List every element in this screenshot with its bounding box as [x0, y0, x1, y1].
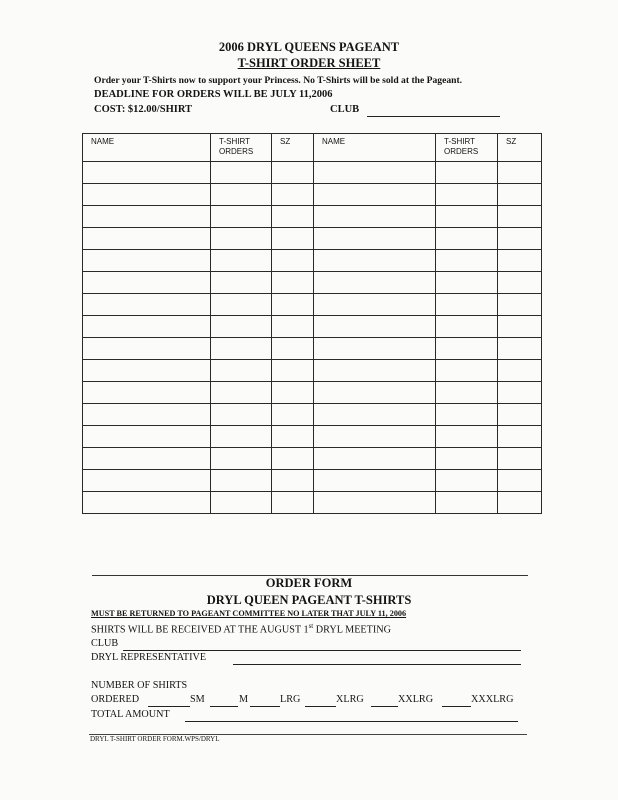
tshirt-orders-cell[interactable] — [436, 382, 498, 404]
size-cell[interactable] — [498, 404, 542, 426]
tshirt-orders-cell[interactable] — [436, 250, 498, 272]
tshirt-orders-cell[interactable] — [436, 448, 498, 470]
name-cell[interactable] — [83, 404, 211, 426]
name-cell[interactable] — [314, 382, 436, 404]
tshirt-orders-cell[interactable] — [436, 316, 498, 338]
table-row — [83, 228, 542, 250]
table-row — [83, 272, 542, 294]
size-label-lrg: LRG — [280, 694, 301, 705]
name-cell[interactable] — [314, 162, 436, 184]
column-header-name: NAME — [314, 134, 436, 162]
name-cell[interactable] — [314, 492, 436, 514]
name-cell[interactable] — [83, 492, 211, 514]
name-cell[interactable] — [83, 426, 211, 448]
tshirt-orders-cell[interactable] — [436, 294, 498, 316]
name-cell[interactable] — [314, 470, 436, 492]
name-cell[interactable] — [314, 272, 436, 294]
size-cell[interactable] — [498, 316, 542, 338]
column-header-name: NAME — [83, 134, 211, 162]
table-row — [83, 492, 542, 514]
size-cell[interactable] — [272, 470, 314, 492]
table-row — [83, 338, 542, 360]
lrg-quantity-field[interactable] — [250, 706, 280, 707]
tshirt-orders-cell[interactable] — [211, 338, 272, 360]
name-cell[interactable] — [314, 338, 436, 360]
tshirt-orders-cell[interactable] — [211, 404, 272, 426]
tshirt-orders-cell[interactable] — [211, 162, 272, 184]
tshirt-orders-cell[interactable] — [211, 382, 272, 404]
order-table — [82, 133, 542, 514]
page-subtitle: T-SHIRT ORDER SHEET — [237, 56, 381, 70]
size-cell[interactable] — [272, 316, 314, 338]
received-notice: SHIRTS WILL BE RECEIVED AT THE AUGUST 1st DRYL MEETING — [91, 622, 391, 636]
tshirt-orders-cell[interactable] — [211, 272, 272, 294]
tshirt-orders-cell[interactable] — [211, 316, 272, 338]
tshirt-orders-cell[interactable] — [436, 228, 498, 250]
size-cell[interactable] — [498, 338, 542, 360]
tshirt-orders-cell[interactable] — [436, 162, 498, 184]
tshirt-orders-cell[interactable] — [436, 360, 498, 382]
name-cell[interactable] — [83, 470, 211, 492]
xxlrg-quantity-field[interactable] — [371, 706, 398, 707]
deadline-text: DEADLINE FOR ORDERS WILL BE JULY 11,2006 — [94, 89, 333, 100]
total-amount-field[interactable] — [185, 721, 518, 722]
table-row — [83, 184, 542, 206]
order-form-subtitle: DRYL QUEEN PAGEANT T-SHIRTS — [206, 593, 412, 607]
name-cell[interactable] — [314, 404, 436, 426]
name-cell[interactable] — [83, 184, 211, 206]
size-cell[interactable] — [272, 448, 314, 470]
size-cell[interactable] — [272, 338, 314, 360]
size-cell[interactable] — [498, 206, 542, 228]
tshirt-orders-cell[interactable] — [211, 206, 272, 228]
club-label: CLUB — [330, 104, 360, 115]
name-cell[interactable] — [83, 360, 211, 382]
name-cell[interactable] — [314, 360, 436, 382]
name-cell[interactable] — [83, 162, 211, 184]
size-cell[interactable] — [498, 382, 542, 404]
name-cell[interactable] — [314, 294, 436, 316]
size-cell[interactable] — [272, 162, 314, 184]
xxxlrg-quantity-field[interactable] — [442, 706, 471, 707]
name-cell[interactable] — [83, 228, 211, 250]
ordered-label: ORDERED — [91, 694, 140, 705]
size-cell[interactable] — [272, 184, 314, 206]
tshirt-orders-cell[interactable] — [436, 272, 498, 294]
tshirt-orders-cell[interactable] — [211, 250, 272, 272]
size-cell[interactable] — [498, 426, 542, 448]
size-cell[interactable] — [272, 382, 314, 404]
tshirt-orders-cell[interactable] — [436, 492, 498, 514]
table-header-row — [83, 134, 542, 162]
table-row — [83, 360, 542, 382]
tshirt-orders-cell[interactable] — [436, 470, 498, 492]
representative-field[interactable] — [233, 664, 521, 665]
size-cell[interactable] — [498, 184, 542, 206]
size-label-xxxlrg: XXXLRG — [471, 694, 514, 705]
size-cell[interactable] — [272, 360, 314, 382]
table-row — [83, 316, 542, 338]
tshirt-orders-cell[interactable] — [436, 338, 498, 360]
table-row — [83, 382, 542, 404]
size-label-xlrg: XLRG — [336, 694, 364, 705]
tshirt-orders-cell[interactable] — [436, 206, 498, 228]
club-field[interactable] — [367, 116, 500, 117]
size-cell[interactable] — [498, 360, 542, 382]
column-header-tshirt-orders: T-SHIRT ORDERS — [211, 134, 272, 162]
table-row — [83, 426, 542, 448]
size-cell[interactable] — [272, 272, 314, 294]
sm-quantity-field[interactable] — [148, 706, 190, 707]
tshirt-orders-cell[interactable] — [211, 426, 272, 448]
size-cell[interactable] — [272, 250, 314, 272]
size-cell[interactable] — [272, 294, 314, 316]
size-cell[interactable] — [498, 294, 542, 316]
name-cell[interactable] — [83, 250, 211, 272]
size-cell[interactable] — [272, 206, 314, 228]
tshirt-orders-cell[interactable] — [436, 404, 498, 426]
m-quantity-field[interactable] — [210, 706, 238, 707]
name-cell[interactable] — [83, 206, 211, 228]
club-field-label: CLUB — [91, 638, 119, 649]
table-row — [83, 470, 542, 492]
table-row — [83, 162, 542, 184]
size-label-xxlrg: XXLRG — [398, 694, 434, 705]
order-form-title: ORDER FORM — [265, 576, 353, 590]
tshirt-orders-cell[interactable] — [211, 294, 272, 316]
table-row — [83, 294, 542, 316]
name-cell[interactable] — [83, 294, 211, 316]
tshirt-orders-cell[interactable] — [211, 184, 272, 206]
name-cell[interactable] — [314, 206, 436, 228]
page-title: 2006 DRYL QUEENS PAGEANT — [218, 40, 400, 54]
tshirt-orders-cell[interactable] — [436, 184, 498, 206]
size-cell[interactable] — [272, 228, 314, 250]
name-cell[interactable] — [314, 316, 436, 338]
size-cell[interactable] — [498, 470, 542, 492]
size-cell[interactable] — [498, 250, 542, 272]
name-cell[interactable] — [83, 338, 211, 360]
size-cell[interactable] — [498, 492, 542, 514]
name-cell[interactable] — [83, 382, 211, 404]
tshirt-orders-cell[interactable] — [211, 492, 272, 514]
name-cell[interactable] — [83, 316, 211, 338]
column-header-tshirt-orders: T-SHIRT ORDERS — [436, 134, 498, 162]
name-cell[interactable] — [314, 228, 436, 250]
representative-label: DRYL REPRESENTATIVE — [91, 652, 207, 663]
column-header-size: SZ — [498, 134, 542, 162]
size-cell[interactable] — [498, 272, 542, 294]
size-cell[interactable] — [498, 162, 542, 184]
size-cell[interactable] — [272, 492, 314, 514]
intro-text: Order your T-Shirts now to support your Princess. No T-Shirts will be sold at the Pageant. — [94, 75, 463, 86]
size-cell[interactable] — [272, 404, 314, 426]
return-deadline-notice: MUST BE RETURNED TO PAGEANT COMMITTEE NO LATER THAT JULY 11, 2006 — [91, 609, 407, 618]
name-cell[interactable] — [314, 426, 436, 448]
club-field[interactable] — [123, 650, 521, 651]
tshirt-orders-cell[interactable] — [211, 228, 272, 250]
name-cell[interactable] — [83, 448, 211, 470]
name-cell[interactable] — [314, 184, 436, 206]
footer-note: DRYL T-SHIRT ORDER FORM.WPS/DRYL — [90, 735, 220, 743]
size-cell[interactable] — [272, 426, 314, 448]
size-cell[interactable] — [498, 228, 542, 250]
tshirt-orders-cell[interactable] — [211, 470, 272, 492]
size-label-m: M — [239, 694, 249, 705]
name-cell[interactable] — [83, 272, 211, 294]
name-cell[interactable] — [314, 448, 436, 470]
total-amount-label: TOTAL AMOUNT — [91, 709, 170, 720]
table-row — [83, 206, 542, 228]
tshirt-orders-cell[interactable] — [211, 448, 272, 470]
size-label-sm: SM — [190, 694, 205, 705]
xlrg-quantity-field[interactable] — [305, 706, 336, 707]
table-row — [83, 250, 542, 272]
column-header-size: SZ — [272, 134, 314, 162]
tshirt-orders-cell[interactable] — [436, 426, 498, 448]
size-cell[interactable] — [498, 448, 542, 470]
cost-text: COST: $12.00/SHIRT — [94, 104, 193, 115]
tshirt-orders-cell[interactable] — [211, 360, 272, 382]
number-of-shirts-label: NUMBER OF SHIRTS — [91, 680, 188, 691]
name-cell[interactable] — [314, 250, 436, 272]
table-row — [83, 404, 542, 426]
table-row — [83, 448, 542, 470]
